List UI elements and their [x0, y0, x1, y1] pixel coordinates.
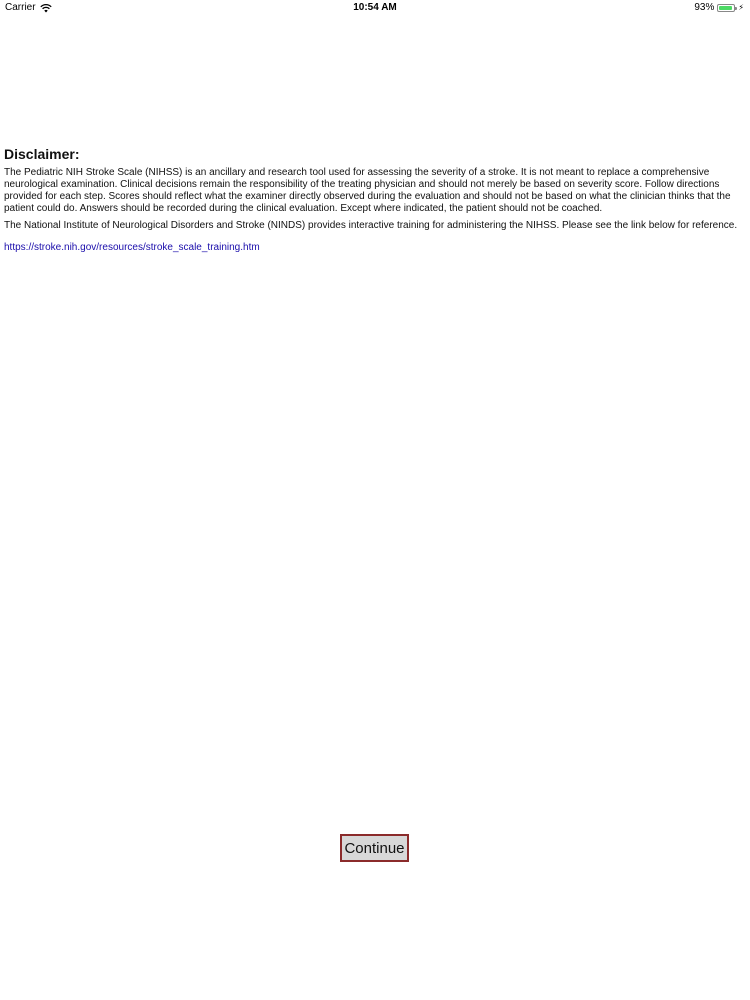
- charging-bolt-icon: ⚡: [738, 3, 744, 12]
- continue-button[interactable]: Continue: [340, 834, 409, 862]
- status-right: [694, 2, 744, 13]
- training-paragraph: The National Institute of Neurological Disorders and Stroke (NINDS) provides interactive training for administering the NIHSS. Please see the link below for reference.: [4, 220, 738, 231]
- battery-fill: [719, 6, 732, 10]
- battery-percent: 93%: [694, 2, 715, 13]
- battery-cap: [735, 7, 737, 10]
- disclaimer-paragraph: The Pediatric NIH Stroke Scale (NIHSS) is an ancillary and research tool used for assessing the severity of a stroke. It is not meant to replace a comprehensive neurological examination. Clinical decisions remain the responsibility of the treating physician and should not merely be based on severity score. Follow directions provided for each step. Scores should reflect what the examiner directly observed during the evaluation and should not be based on what the clinician thinks that the patient could do. Answers should be recorded during the clinical evaluation. Except where indicated, the patient should not be coached.: [4, 167, 731, 214]
- disclaimer-title: Disclaimer:: [4, 146, 80, 162]
- status-bar: [0, 0, 750, 16]
- training-link[interactable]: https://stroke.nih.gov/resources/stroke_scale_training.htm: [4, 242, 260, 253]
- carrier-label: Carrier: [5, 2, 36, 13]
- status-time: 10:54 AM: [353, 2, 397, 13]
- disclaimer-section: [4, 146, 744, 255]
- battery-icon: [717, 4, 735, 12]
